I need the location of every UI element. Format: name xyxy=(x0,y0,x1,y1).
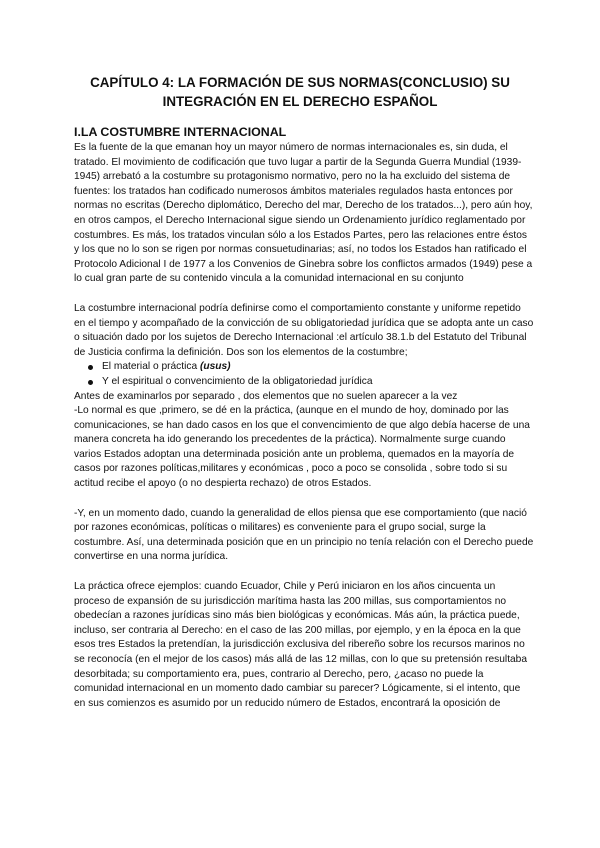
list-item xyxy=(74,360,534,375)
list-item xyxy=(74,375,534,390)
paragraph-definicion: La costumbre internacional podría definirse como el comportamiento constante y uniforme repetido en el tiempo y acompañado de la convicción de su obligatoriedad jurídica que se adopta ante un caso o situación dado por los sujetos de Derecho Internacional :el artículo 38.1.b del Estatuto del Tribunal de Justicia confirma la definición. Dos son los elementos de la costumbre; xyxy=(74,302,534,358)
bullet-icon xyxy=(88,380,93,385)
paragraph-spacer xyxy=(74,287,534,302)
section-heading: I.LA COSTUMBRE INTERNACIONAL xyxy=(74,125,287,139)
paragraph-tratado: Es la fuente de la que emanan hoy un mayor número de normas internacionales es, sin duda, el tratado. El movimiento de codificación que tuvo lugar a partir de la Segunda Guerra Mundial (1939-1945) arrebató a la costumbre su protagonismo normativo, pero no la ha excluido del sistema de fuentes: los tratados han codificado numerosos ámbitos materiales regulados hasta entonces por normas no escritas (Derecho diplomático, Derecho del mar, Derecho de los tratados...), pero aún hoy, en otros campos, el Derecho Internacional sigue siendo un Ordenamiento jurídico reglamentado por costumbres. Es más, los tratados vinculan sólo a los Estados Partes, pero las relaciones entre éstos y los que no lo son se rigen por normas consuetudinarias; así, no todos los Estados han ratificado el Protocolo Adicional I de 1977 a los Convenios de Ginebra sobre los conflictos armados (1949) pese a lo cual gran parte de su contenido vincula a la comunidad internacional en su conjunto xyxy=(74,142,533,285)
chapter-title xyxy=(60,73,540,111)
paragraph-antes: Antes de examinarlos por separado , dos elementos que no suelen aparecer a la vez xyxy=(74,390,458,402)
paragraph-ejemplos: La práctica ofrece ejemplos: cuando Ecuador, Chile y Perú iniciaron en los años cincuenta un proceso de expansión de su jurisdicción marítima hasta las 200 millas, sus comportamientos no obedecían a razones jurídicas sino más bien biológicas y económicas. Más aún, la práctica puede, incluso, ser contraria al Derecho: en el caso de las 200 millas, por ejemplo, y en la época en la que esos tres Estados la pretendían, la jurisdicción exclusiva del ribereño sobre los recursos marinos no se reconocía (en el mejor de los casos) más allá de las 12 millas, con lo que su pretensión resultaba desorbitada; su comportamiento era, pues, contrario al Derecho, pero, ¿acaso no puede la comunidad internacional en un momento dado cambiar su parecer? Lógicamente, si el intento, que en sus comienzos es asumido por un reducido número de Estados, encontrará la oposición de xyxy=(74,581,528,709)
chapter-title-line-1: CAPÍTULO 4: LA FORMACIÓN DE SUS NORMAS(CONCLUSIO) SU xyxy=(90,75,510,90)
paragraph-practica-primero: -Lo normal es que ,primero, se dé en la práctica, (aunque en el mundo de hoy, dominado por las comunicaciones, se han dado casos en los que el convencimiento de que algo debía hacerse de una manera concreta ha ido generando los precedentes de la práctica). Normalmente surge cuando varios Estados adoptan una determinada posición ante un problema, quemados en la mayoría de casos por razones políticas,militares y económicas , poco a poco se consolida , sobre todo si su actitud recibe el apoyo (o no despierta rechazo) de otros Estados. xyxy=(74,405,530,490)
paragraph-surge-costumbre: -Y, en un momento dado, cuando la generalidad de ellos piensa que ese comportamiento (que nació por razones económicas, políticas o militares) es conveniente para el grupo social, surge la costumbre. Así, una determinada posición que en un principio no tenía relación con el Derecho puede convertirse en una norma jurídica. xyxy=(74,507,534,563)
paragraph-spacer xyxy=(74,565,534,580)
list-item-emphasis: (usus) xyxy=(199,361,231,373)
document-body xyxy=(74,125,534,711)
list-item-text: El material o práctica xyxy=(102,361,200,373)
chapter-title-line-2: INTEGRACIÓN EN EL DERECHO ESPAÑOL xyxy=(162,94,438,109)
elements-list xyxy=(74,360,534,389)
bullet-icon xyxy=(88,365,93,370)
paragraph-spacer xyxy=(74,492,534,507)
list-item-text: Y el espiritual o convencimiento de la obligatoriedad jurídica xyxy=(102,375,373,387)
